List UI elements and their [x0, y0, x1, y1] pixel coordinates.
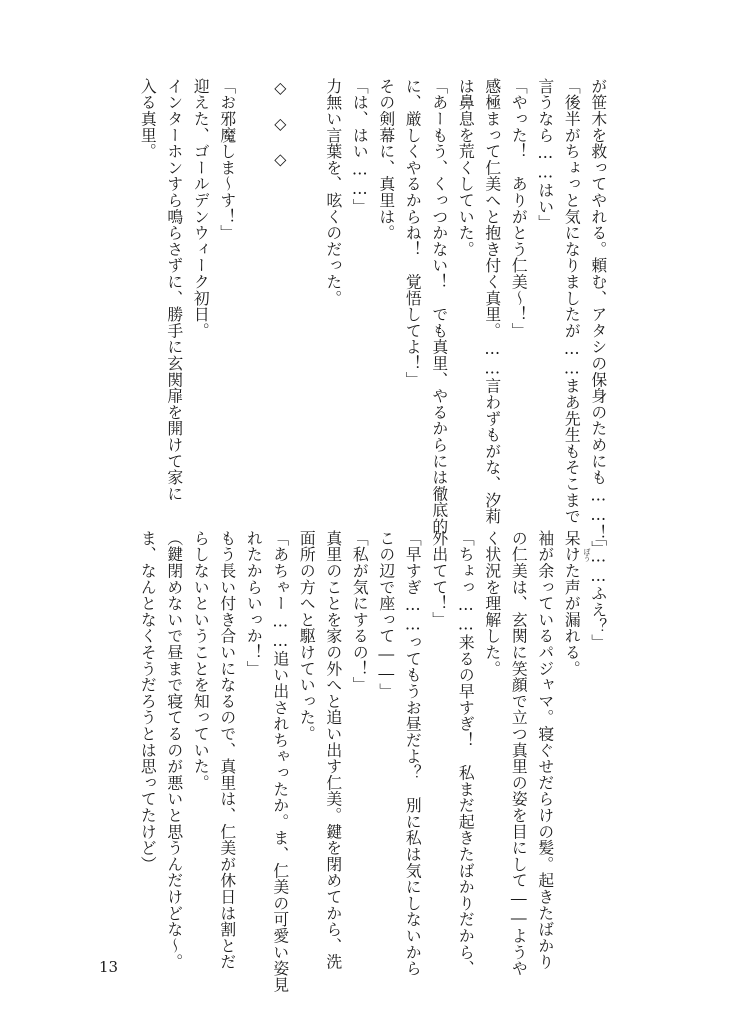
text-line: インターホンすら鳴らさずに、勝手に玄関扉を開けて家に [164, 78, 184, 502]
text-line: が笹木を救ってやれる。頼む、アタシの保身のためにも……！」 [588, 78, 608, 558]
text-line: は鼻息を荒くしていた。 [456, 78, 476, 258]
text-line: らしないということを知っていた。 [191, 530, 211, 791]
text-line: この辺で座って――」 [376, 530, 396, 700]
text-line: 真里のことを家の外へと追い出す仁美。鍵を閉めてから、洗 [323, 530, 343, 971]
text-line: 言うなら……はい」 [535, 78, 555, 232]
page-number: 13 [99, 958, 119, 976]
text-line: 外出てて！」 [429, 530, 449, 628]
ruby-annotation: ぼう [583, 548, 591, 562]
text-line: （鍵閉めないで昼まで寝てるのが悪いと思うんだけどな〜。 [164, 530, 184, 971]
text-line: ま、なんとなくそうだろうとは思ってたけど） [138, 530, 158, 873]
text-line: 感極まって仁美へと抱き付く真里。……言わずもがな、汐莉 [482, 78, 502, 525]
text-line: その剣幕に、真里は。 [376, 78, 396, 241]
text-line: 「あちゃー……追い出されちゃったか。ま、仁美の可愛い姿見 [270, 530, 290, 993]
text-line: の仁美は、玄関に笑顔で立つ真里の姿を目にして――ようや [509, 530, 529, 977]
text-line: 「やった！ ありがとう仁美〜！」 [509, 78, 529, 339]
text-line: 「は、はい……」 [350, 78, 370, 215]
text-line: もう長い付き合いになるので、真里は、仁美が休日は割とだ [217, 530, 237, 971]
text-line: 「後半がちょっと気になりましたが……まあ先生もそこまで [562, 78, 582, 525]
text-line: 呆けた声が漏れる。 [562, 530, 582, 677]
text-line: 入る真里。 [138, 78, 158, 160]
text-line: 「私が気にするの！」 [350, 530, 370, 693]
text-line: ◇ ◇ ◇ [270, 78, 290, 170]
text-line: 袖が余っているパジャマ。寝ぐせだらけの髪。起きたばかり [535, 530, 555, 971]
text-line: く状況を理解した。 [482, 530, 502, 677]
text-line: 「お邪魔しま〜す！」 [217, 78, 237, 241]
text-line: 「あーもう、くっつかない！ でも真里、やるからには徹底的 [429, 78, 449, 535]
text-line: 「ちょっ……来るの早すぎ！ 私まだ起きたばかりだから、 [456, 530, 476, 977]
text-line: 「……ふえ？」 [588, 530, 608, 651]
text-line: に、厳しくやるからね！ 覚悟してよ！」 [403, 78, 423, 388]
text-line: 力無い言葉を、呟くのだった。 [323, 78, 343, 307]
text-line: 迎えた、ゴールデンウィーク初日。 [191, 78, 211, 339]
text-line: れたからいっか！」 [244, 530, 264, 677]
text-line: 面所の方へと駆けていった。 [297, 530, 317, 742]
text-line: 「早すぎ……ってもうお昼だよ？ 別に私は気にしないから [403, 530, 423, 977]
